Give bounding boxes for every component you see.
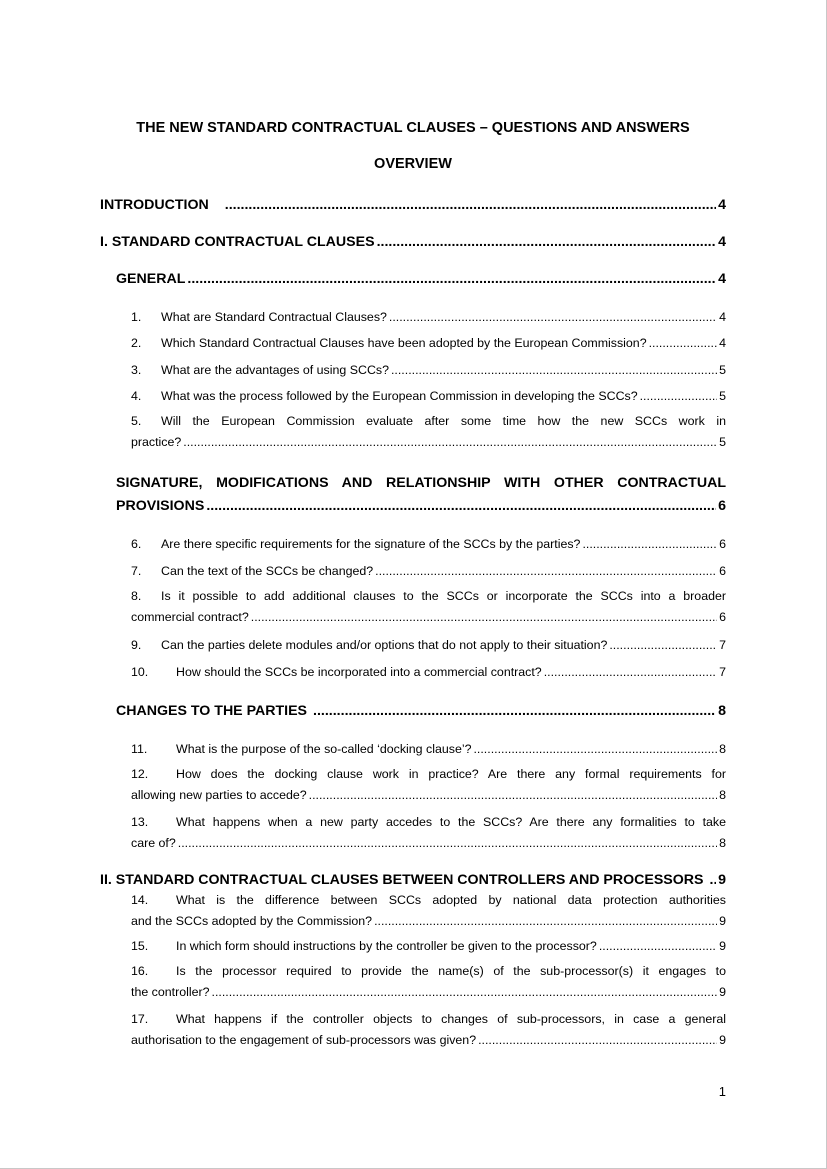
toc-entry-q1[interactable]	[131, 310, 726, 324]
document-title: THE NEW STANDARD CONTRACTUAL CLAUSES – QUESTIONS AND ANSWERS	[136, 120, 690, 136]
toc-number: 9.	[131, 638, 142, 652]
toc-label: What is the purpose of the so-called ‘docking clause’?	[176, 742, 472, 756]
toc-page: 7	[719, 665, 726, 679]
toc-label: What happens if the controller objects to changes of sub-processors, in case a general	[176, 1012, 726, 1026]
toc-number: 4.	[131, 389, 142, 403]
toc-entry-q6[interactable]	[131, 537, 726, 551]
toc-page: 6	[719, 564, 726, 578]
toc-entry-q11[interactable]	[131, 742, 726, 756]
toc-leader	[389, 310, 717, 324]
toc-page: 9	[719, 985, 726, 999]
toc-entry-q4[interactable]	[131, 389, 726, 403]
toc-leader	[313, 703, 716, 719]
toc-label: SIGNATURE, MODIFICATIONS AND RELATIONSHIP WITH OTHER CONTRACTUAL	[116, 475, 726, 491]
toc-leader	[225, 197, 716, 213]
toc-number: 2.	[131, 336, 142, 350]
toc-entry-q9[interactable]	[131, 638, 726, 652]
toc-page: 5	[719, 363, 726, 377]
toc-leader	[544, 665, 717, 679]
toc-page: 4	[718, 271, 726, 287]
toc-entry-q3[interactable]	[131, 363, 726, 377]
toc-number: 5.	[131, 414, 142, 428]
toc-entry-q13[interactable]	[131, 812, 726, 854]
toc-page: 4	[718, 234, 726, 250]
toc-number: 10.	[131, 665, 149, 679]
toc-entry-q15[interactable]	[131, 939, 726, 953]
toc-label: What was the process followed by the European Commission in developing the SCCs?	[161, 389, 638, 403]
toc-page: 5	[719, 389, 726, 403]
toc-label: Is it possible to add additional clauses to the SCCs or incorporate the SCCs into a broader	[161, 589, 726, 603]
toc-label-continued: and the SCCs adopted by the Commission?	[131, 914, 373, 928]
toc-entry-q10[interactable]	[131, 665, 726, 679]
toc-leader	[391, 363, 717, 377]
toc-entry-general[interactable]	[116, 271, 726, 287]
toc-entry-q8[interactable]	[131, 586, 726, 628]
toc-page: 4	[719, 336, 726, 350]
toc-label: I. STANDARD CONTRACTUAL CLAUSES	[100, 234, 375, 250]
toc-page: 7	[719, 638, 726, 652]
toc-leader	[178, 833, 717, 854]
toc-label: How should the SCCs be incorporated into a commercial contract?	[176, 665, 542, 679]
toc-label: Can the text of the SCCs be changed?	[161, 564, 374, 578]
toc-label: INTRODUCTION	[100, 197, 209, 213]
toc-label-continued: allowing new parties to accede?	[131, 788, 307, 802]
toc-number: 7.	[131, 564, 142, 578]
toc-entry-q5[interactable]	[131, 411, 726, 453]
toc-label: In which form should instructions by the controller be given to the processor?	[176, 939, 597, 953]
toc-label: II. STANDARD CONTRACTUAL CLAUSES BETWEEN CONTROLLERS AND PROCESSORS	[100, 872, 704, 888]
toc-label-continued: the controller?	[131, 985, 210, 999]
toc-entry-q2[interactable]	[131, 336, 726, 350]
toc-entry-q7[interactable]	[131, 564, 726, 578]
toc-label: GENERAL	[116, 271, 186, 287]
toc-entry-changes-to-parties[interactable]	[116, 703, 726, 719]
toc-label-continued: commercial contract?	[131, 610, 249, 624]
toc-leader	[374, 911, 717, 932]
toc-number: 13.	[131, 815, 149, 829]
toc-label-continued: care of?	[131, 836, 176, 850]
toc-page: 8	[719, 836, 726, 850]
toc-number: 6.	[131, 537, 142, 551]
toc-number: 12.	[131, 767, 149, 781]
page-number: 1	[718, 1084, 726, 1099]
toc-leader	[251, 607, 717, 628]
toc-page: 8	[718, 703, 726, 719]
toc-entry-q17[interactable]	[131, 1009, 726, 1051]
toc-leader	[473, 742, 717, 756]
toc-number: 3.	[131, 363, 142, 377]
toc-label: CHANGES TO THE PARTIES	[116, 703, 308, 719]
toc-leader	[187, 271, 716, 287]
toc-leader	[377, 234, 717, 250]
toc-leader	[649, 336, 718, 350]
toc-page: 5	[719, 435, 726, 449]
toc-leader	[582, 537, 717, 551]
toc-label: What are the advantages of using SCCs?	[161, 363, 389, 377]
toc-page: 4	[719, 310, 726, 324]
toc-label: Are there specific requirements for the signature of the SCCs by the parties?	[161, 537, 581, 551]
toc-leader	[212, 982, 718, 1003]
toc-entry-section-2[interactable]	[100, 872, 726, 888]
toc-page: 9	[719, 1033, 726, 1047]
toc-entry-section-1[interactable]	[100, 234, 726, 250]
toc-page: 6	[719, 610, 726, 624]
toc-number: 1.	[131, 310, 142, 324]
toc-leader	[599, 939, 717, 953]
toc-leader	[478, 1030, 717, 1051]
toc-entry-q16[interactable]	[131, 961, 726, 1003]
toc-leader	[206, 495, 716, 518]
toc-label: How does the docking clause work in practice? Are there any formal requirements for	[176, 767, 726, 781]
document-subtitle: OVERVIEW	[374, 156, 452, 172]
toc-number: 14.	[131, 893, 149, 907]
toc-number: 11.	[131, 742, 148, 756]
toc-label-continued: practice?	[131, 435, 182, 449]
toc-entry-signature-modifications[interactable]	[116, 472, 726, 518]
toc-number: 15.	[131, 939, 149, 953]
toc-page: 4	[718, 197, 726, 213]
toc-number: 17.	[131, 1012, 149, 1026]
toc-entry-introduction[interactable]	[100, 197, 726, 213]
toc-page: 8	[719, 742, 726, 756]
toc-label: Which Standard Contractual Clauses have been adopted by the European Commission?	[161, 336, 647, 350]
toc-leader	[183, 432, 717, 453]
toc-page: 6	[718, 498, 726, 514]
toc-leader	[710, 872, 717, 888]
toc-label: What happens when a new party accedes to the SCCs? Are there any formalities to take	[176, 815, 726, 829]
toc-label-continued: authorisation to the engagement of sub-processors was given?	[131, 1033, 477, 1047]
toc-entry-q14[interactable]	[131, 890, 726, 932]
toc-leader	[640, 389, 717, 403]
toc-page: 9	[718, 872, 726, 888]
toc-entry-q12[interactable]	[131, 764, 726, 806]
toc-label: Can the parties delete modules and/or options that do not apply to their situation?	[161, 638, 608, 652]
toc-page: 6	[719, 537, 726, 551]
toc-label-continued: PROVISIONS	[116, 498, 205, 514]
toc-leader	[309, 785, 717, 806]
toc-leader	[375, 564, 717, 578]
toc-number: 16.	[131, 964, 149, 978]
toc-label: Is the processor required to provide the name(s) of the sub-processor(s) it engages to	[176, 964, 726, 978]
toc-page: 9	[719, 914, 726, 928]
toc-page: 8	[719, 788, 726, 802]
toc-page: 9	[719, 939, 726, 953]
toc-label: Will the European Commission evaluate after some time how the new SCCs work in	[161, 414, 726, 428]
toc-number: 8.	[131, 589, 142, 603]
toc-leader	[609, 638, 717, 652]
toc-label: What are Standard Contractual Clauses?	[161, 310, 387, 324]
toc-label: What is the difference between SCCs adopted by national data protection authorities	[176, 893, 726, 907]
